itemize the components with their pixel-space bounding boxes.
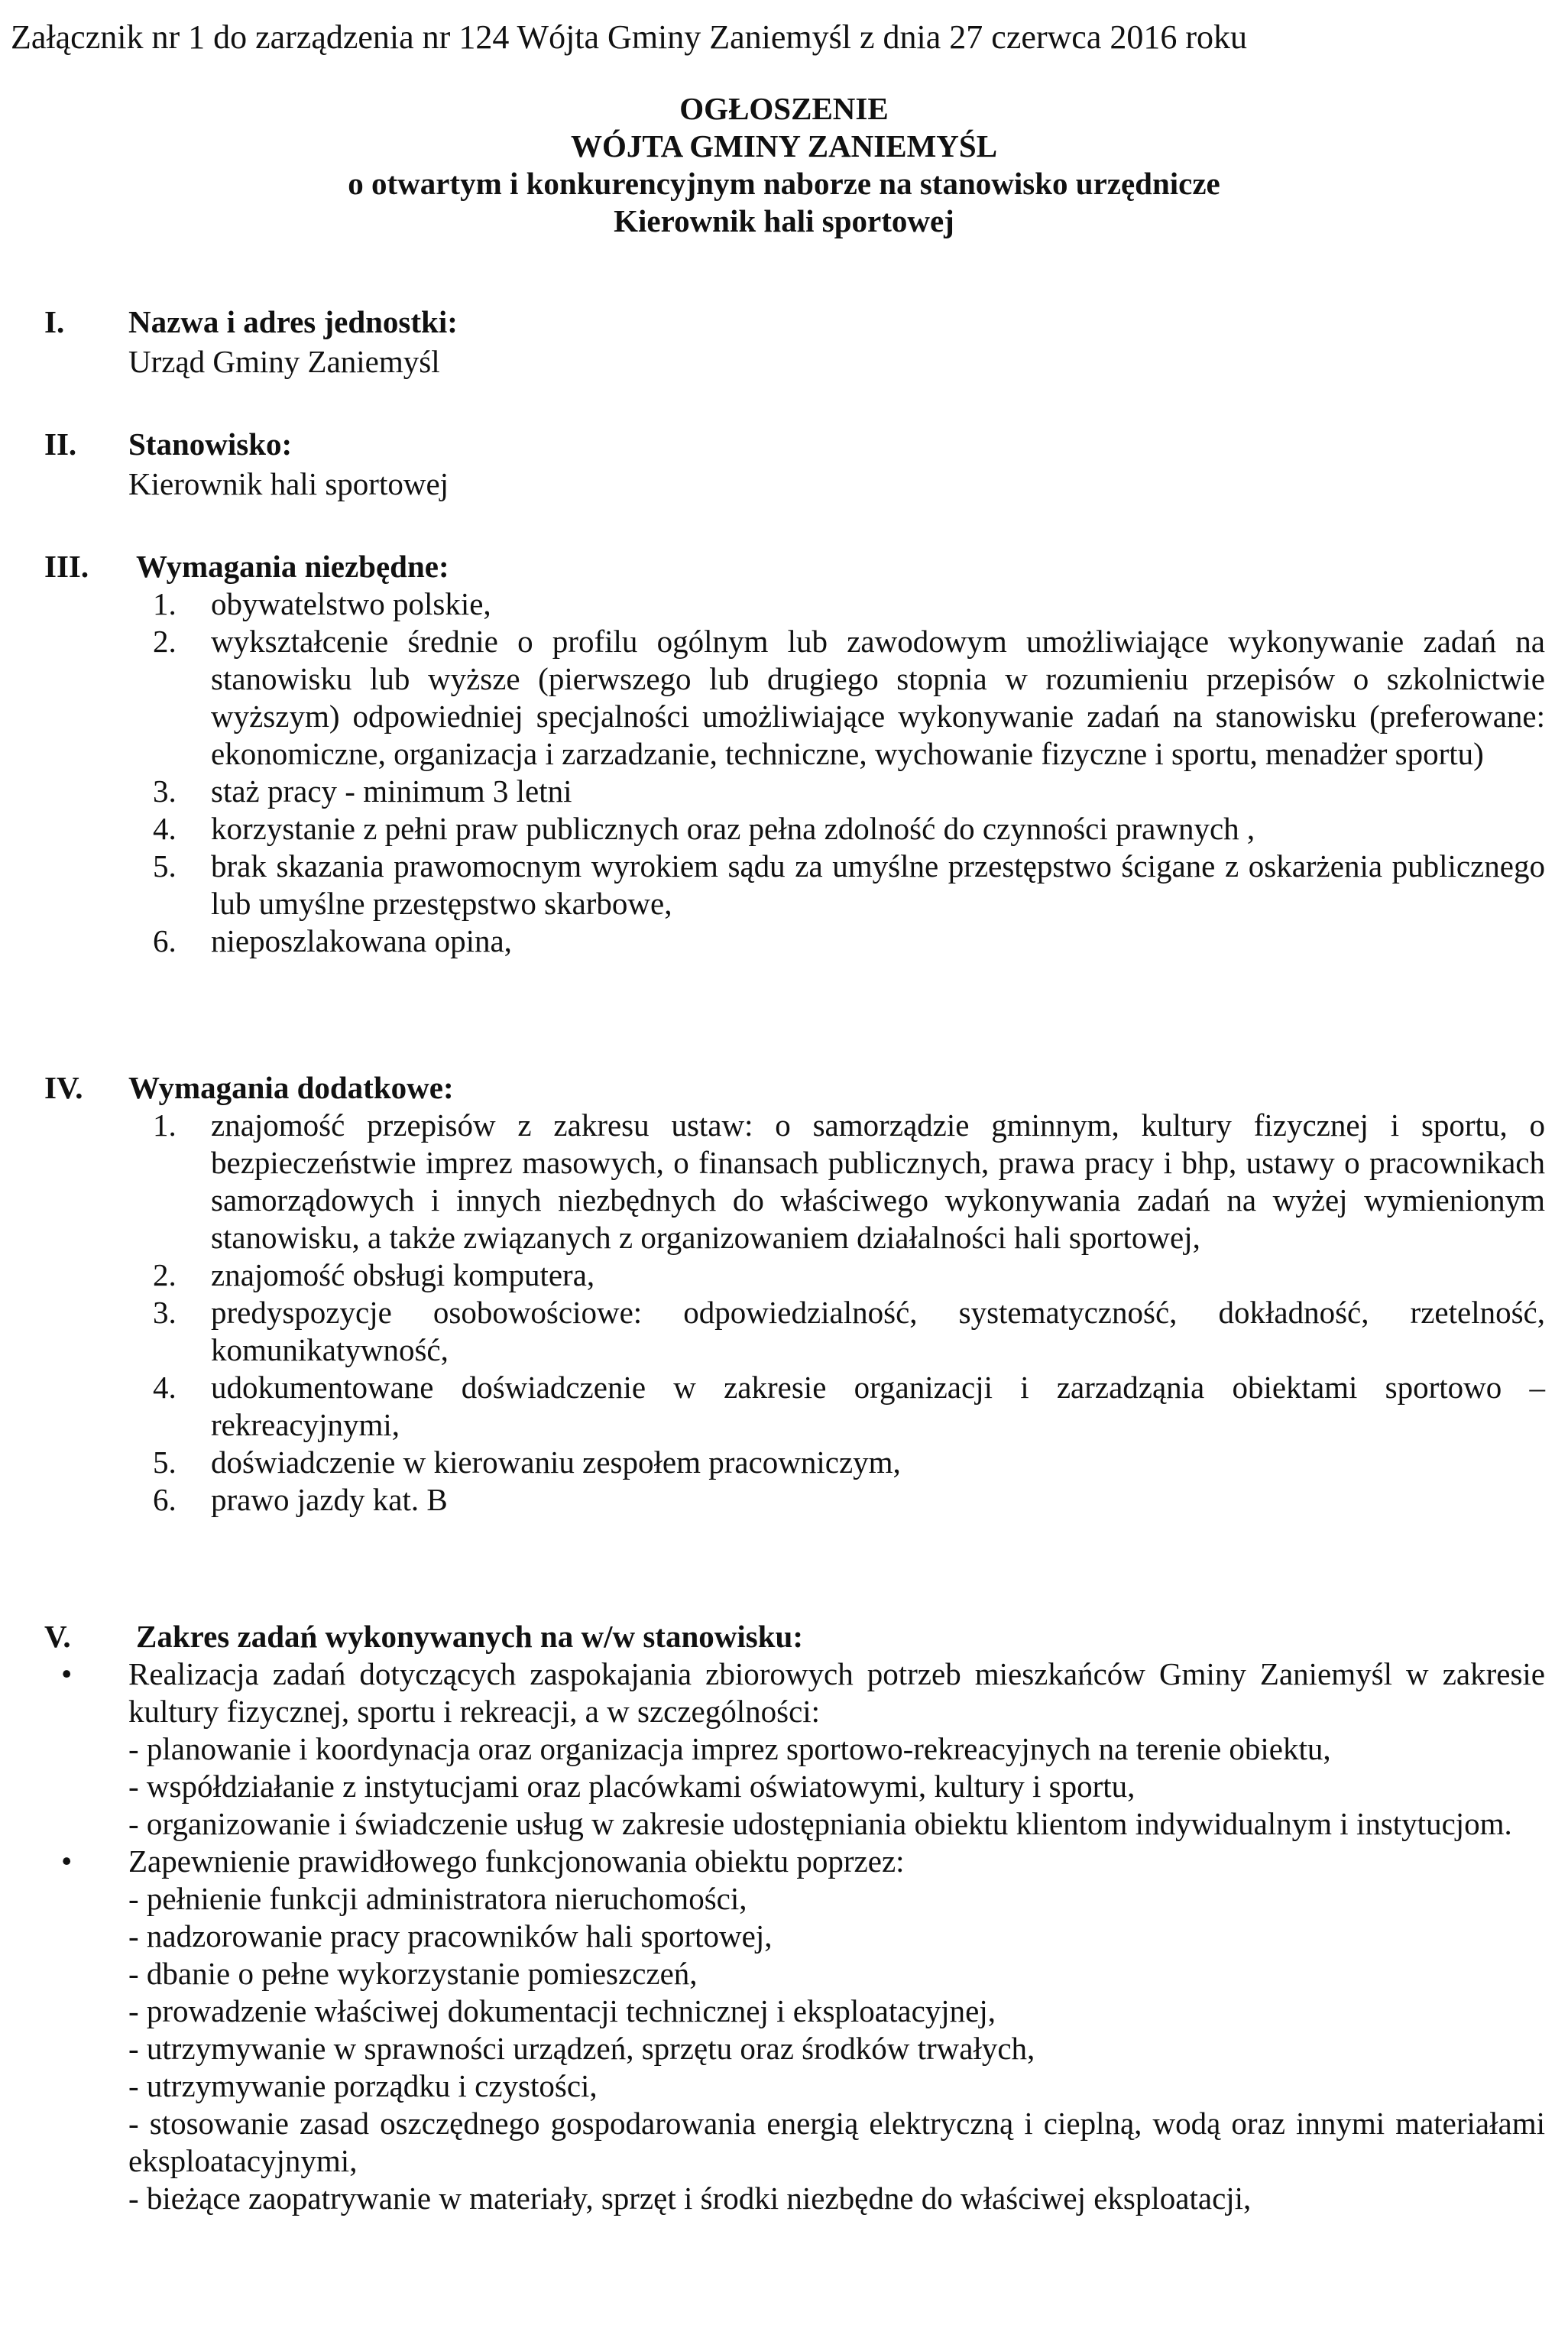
title-line-2: WÓJTA GMINY ZANIEMYŚL [570,128,998,164]
list-item [0,923,1568,960]
announcement-title [0,90,1568,240]
required-list [0,585,1568,960]
task-group [0,1655,1568,1843]
item-text: udokumentowane doświadczenie w zakresie organizacji i zarzadząnia obiektami sportowo – rekreacyjnymi, [211,1370,1545,1442]
item-number: 3. [153,773,177,809]
item-text: nieposzlakowana opina, [211,923,512,958]
section-heading: Zakres zadań wykonywanych na w/w stanowisku: [136,1619,803,1654]
task-intro: Realizacja zadań dotyczących zaspokajania zbiorowych potrzeb mieszkańców Gminy Zaniemyśl w zakresie kultury fizycznej, sportu i rekreacji, a w szczególności: [128,1656,1545,1729]
task-group [0,1843,1568,2217]
item-text: korzystanie z pełni praw publicznych oraz pełna zdolność do czynności prawnych , [211,811,1255,846]
list-item [0,1294,1568,1369]
item-text: obywatelstwo polskie, [211,586,491,621]
list-item [0,1369,1568,1444]
item-text: doświadczenie w kierowaniu zespołem pracowniczym, [211,1445,901,1480]
task-subitem: - pełnienie funkcji administratora nieruchomości, [128,1881,747,1916]
section-numeral: IV. [44,1070,83,1105]
additional-list [0,1107,1568,1519]
item-number: 1. [153,1107,177,1143]
section-numeral: II. [44,426,77,462]
title-line-1: OGŁOSZENIE [679,91,889,126]
item-number: 6. [153,923,177,958]
section-numeral: III. [44,549,89,584]
list-item [0,623,1568,773]
item-text: brak skazania prawomocnym wyrokiem sądu za umyślne przestępstwo ścigane z oskarżenia publicznego lub umyślne przestępstwo skarbowe, [211,848,1545,921]
item-number: 2. [153,624,177,659]
task-subitem: - stosowanie zasad oszczędnego gospodarowania energią elektryczną i cieplną, wodą oraz innymi materiałami eksploatacyjnymi, [128,2106,1545,2178]
item-text: znajomość obsługi komputera, [211,1257,595,1292]
tasks-list [0,1655,1568,2217]
item-text: wykształcenie średnie o profilu ogólnym lub zawodowym umożliwiające wykonywanie zadań na stanowisku lub wyższe (pierwszego lub drugiego stopnia w rozumieniu przepisów o szkolnictwie wyższym) odpowiedniej specjalności umożliwiające wykonywanie zadań na stanowisku (preferowane: ekonomiczne, organizacja i zarzadzanie, techniczne, wychowanie fizyczne i sportu, menadżer sportu) [211,624,1545,771]
list-item [0,848,1568,923]
item-number: 3. [153,1295,177,1330]
section-value: Urząd Gminy Zaniemyśl [128,344,440,379]
item-text: znajomość przepisów z zakresu ustaw: o samorządzie gminnym, kultury fizycznej i sportu, o bezpieczeństwie imprez masowych, o finansach publicznych, prawa pracy i bhp, ustawy o pracownikach samorządowych i innych niezbędnych do właściwego wykonywania zadań na wyżej wymienionym stanowisku, a także związanych z organizowaniem działalności hali sportowej, [211,1107,1545,1255]
task-subitem: - bieżące zaopatrywanie w materiały, sprzęt i środki niezbędne do właściwej eksploatacji, [128,2181,1252,2216]
task-subitem: - nadzorowanie pracy pracowników hali sportowej, [128,1918,773,1954]
task-subitem: - prowadzenie właściwej dokumentacji technicznej i eksploatacyjnej, [128,1993,996,2028]
section-heading: Wymagania niezbędne: [136,549,449,584]
task-subitem: - utrzymywanie w sprawności urządzeń, sprzętu oraz środków trwałych, [128,2031,1035,2066]
task-subitem: - współdziałanie z instytucjami oraz placówkami oświatowymi, kultury i sportu, [128,1769,1136,1804]
list-item [0,585,1568,623]
item-number: 1. [153,586,177,621]
section-value: Kierownik hali sportowej [128,466,449,501]
task-subitem: - planowanie i koordynacja oraz organizacja imprez sportowo-rekreacyjnych na terenie obiektu, [128,1731,1331,1766]
item-text: predyspozycje osobowościowe: odpowiedzialność, systematyczność, dokładność, rzetelność, komunikatywność, [211,1295,1545,1367]
bullet-icon: • [61,1656,73,1691]
section-heading: Wymagania dodatkowe: [128,1070,454,1105]
list-item [0,1257,1568,1294]
task-subitem: - utrzymywanie porządku i czystości, [128,2068,598,2103]
list-item [0,773,1568,810]
item-number: 4. [153,1370,177,1405]
item-number: 4. [153,811,177,846]
item-number: 2. [153,1257,177,1292]
task-subitem: - organizowanie i świadczenie usług w zakresie udostępniania obiektu klientom indywidualnym i instytucjom. [128,1806,1512,1841]
item-number: 5. [153,1445,177,1480]
item-number: 5. [153,848,177,884]
item-text: staż pracy - minimum 3 letni [211,773,572,809]
title-line-4: Kierownik hali sportowej [614,203,954,238]
section-numeral: V. [44,1619,71,1654]
section-numeral: I. [44,304,65,339]
list-item [0,1107,1568,1257]
bullet-icon: • [61,1843,73,1879]
item-number: 6. [153,1482,177,1517]
item-text: prawo jazdy kat. B [211,1482,448,1517]
section-heading: Nazwa i adres jednostki: [128,304,458,339]
list-item [0,1481,1568,1519]
list-item [0,810,1568,848]
section-heading: Stanowisko: [128,426,293,462]
list-item [0,1444,1568,1481]
task-intro: Zapewnienie prawidłowego funkcjonowania obiektu poprzez: [128,1843,905,1879]
task-subitem: - dbanie o pełne wykorzystanie pomieszczeń, [128,1956,698,1991]
attachment-note: Załącznik nr 1 do zarządzenia nr 124 Wójta Gminy Zaniemyśl z dnia 27 czerwca 2016 roku [11,18,1248,56]
title-line-3: o otwartym i konkurencyjnym naborze na stanowisko urzędnicze [348,166,1220,201]
